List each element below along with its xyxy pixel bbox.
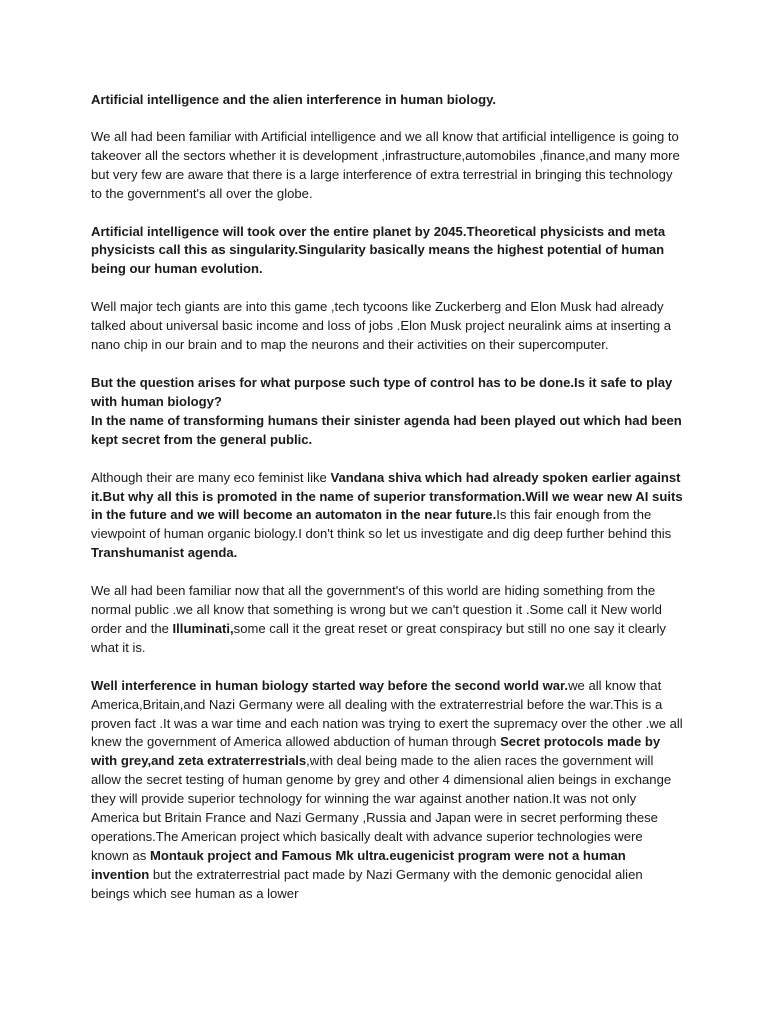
text-segment: but the extraterrestrial pact made by Nazi Germany with the demonic genocidal alien beings which see human as a lower bbox=[91, 866, 643, 901]
document-body bbox=[91, 128, 683, 904]
paragraph bbox=[91, 298, 683, 355]
bold-text-segment: Secret protocols made by with grey,and zeta extraterrestrials bbox=[91, 734, 661, 769]
bold-text-segment: Well interference in human biology started way before the second world war. bbox=[91, 677, 569, 693]
bold-text-segment: Vandana shiva which had already spoken earlier against it.But why all this is promoted in the name of superior transformation.Will we wear new AI suits in the future and we will become an automaton in the near future. bbox=[91, 469, 683, 523]
paragraph bbox=[91, 223, 683, 280]
bold-text-segment: Montauk project and Famous Mk ultra.eugenicist program were not a human invention bbox=[91, 847, 626, 882]
text-segment: some call it the great reset or great conspiracy but still no one say it clearly what it is. bbox=[91, 620, 666, 655]
bold-text-segment: Illuminati, bbox=[172, 620, 234, 636]
paragraph bbox=[91, 374, 683, 450]
bold-text-segment: In the name of transforming humans their sinister agenda had been played out which had been kept secret from the general public. bbox=[91, 412, 682, 447]
bold-text-segment: But the question arises for what purpose such type of control has to be done.Is it safe to play with human biology? bbox=[91, 374, 673, 409]
text-segment: We all had been familiar with Artificial intelligence and we all know that artificial intelligence is going to takeover all the sectors whether it is development ,infrastructure,automobiles ,finance,and many more but very few are aware that there is a large interference of extra terrestrial in bringing this technology to the government's all over the globe. bbox=[91, 128, 680, 201]
text-segment: We all had been familiar now that all the government's of this world are hiding something from the normal public .we all know that something is wrong but we can't question it .Some call it New world order and the bbox=[91, 583, 662, 636]
document-title: Artificial intelligence and the alien interference in human biology. bbox=[91, 92, 497, 107]
text-segment: ,with deal being made to the alien races the government will allow the secret testing of human genome by grey and other 4 dimensional alien beings in exchange they will provide superior technology for winning the war against another nation.It was not only America but Britain France and Nazi Germany ,Russia and Japan were in secret performing these operations.The American project which basically dealt with advance superior technologies were known as bbox=[91, 753, 672, 863]
text-segment: Well major tech giants are into this game ,tech tycoons like Zuckerberg and Elon Musk had already talked about universal basic income and loss of jobs .Elon Musk project neuralink aims at inserting a nano chip in our brain and to map the neurons and their activities on their supercomputer. bbox=[91, 299, 672, 353]
paragraph bbox=[91, 469, 683, 564]
text-segment: Is this fair enough from the viewpoint of human organic biology.I don't think so let us investigate and dig deep further behind this bbox=[91, 507, 672, 542]
bold-text-segment: Artificial intelligence will took over the entire planet by 2045.Theoretical physicists and meta physicists call this as singularity.Singularity basically means the highest potential of human being our human evolution. bbox=[91, 223, 666, 277]
paragraph bbox=[91, 582, 683, 658]
text-segment: Although their are many eco feminist like bbox=[91, 469, 331, 485]
document-page bbox=[91, 91, 683, 923]
paragraph bbox=[91, 128, 683, 204]
paragraph bbox=[91, 677, 683, 904]
bold-text-segment: Transhumanist agenda. bbox=[91, 545, 238, 561]
text-segment: we all know that America,Britain,and Nazi Germany were all dealing with the extraterrestrial before the war.This is a proven fact .It was a war time and each nation was trying to exert the supremacy over the other .we all knew the government of America allowed abduction of human through bbox=[91, 677, 683, 750]
